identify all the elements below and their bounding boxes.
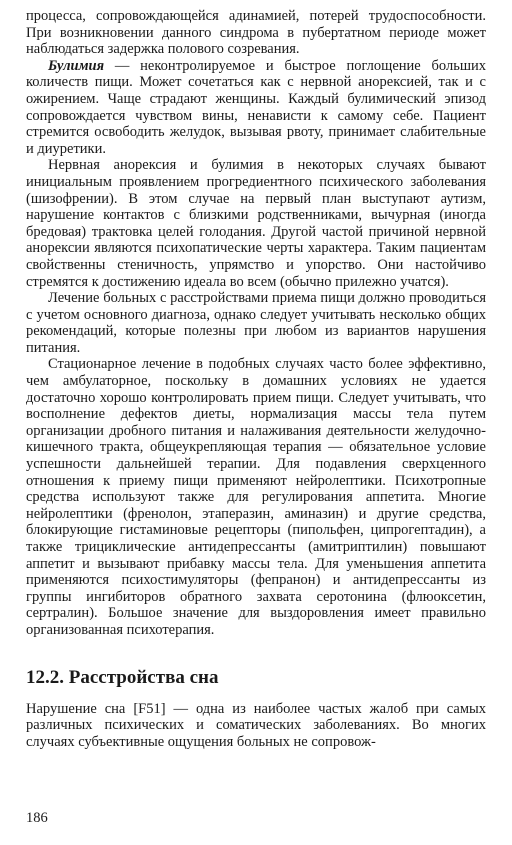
paragraph-inpatient-treatment: Стационарное лечение в подобных случаях часто более эффективно, чем амбулаторное, поскольку в домашних условиях не удается достаточно хорошо контролировать прием пищи. Следует учитывать, что восполнение дефектов диеты, нормализация массы тела путем организации дробного питания и налаживания деятельности желудочно-кишечного тракта, общеукрепляющая терапия — обязательное условие успешности дальнейшей терапии. Для подавления сверхценного отношения к приему пищи применяют нейролептики. Психотропные средства используют также для регулирования аппетита. Многие нейролептики (френолон, этаперазин, аминазин) и другие средства, блокирующие гистаминовые рецепторы (пипольфен, ципрогептадин), а также трициклические антидепрессанты (амитриптилин) повышают аппетит и вызывают прибавку массы тела. Для уменьшения аппетита применяются психостимуляторы (фепранон) и антидепрессанты из группы ингибиторов обратного захвата серотонина (флюоксетин, сертралин). Большое значение для выздоровления имеет правильно организованная психотерапия.	[26, 356, 486, 638]
paragraph-sleep-disorders: Нарушение сна [F51] — одна из наиболее частых жалоб при самых различных психических и соматических заболеваниях. Во многих случаях субъективные ощущения больных не сопровож-	[26, 700, 486, 750]
term-bulimia: Булимия	[48, 57, 105, 74]
section-heading: 12.2. Расстройства сна	[26, 666, 219, 688]
paragraph-anorexia-schizophrenia: Нервная анорексия и булимия в некоторых случаях бывают инициальным проявлением прогредиентного психического заболевания (шизофрении). В этом случае на первый план выступают аутизм, нарушение контактов с близкими родственниками, вычурная (иногда бредовая) трактовка целей голодания. Другой частой причиной нервной анорексии являются психопатические черты характера. Таким пациентам свойственны стеничность, упрямство и упорство. Они настойчиво стремятся к достижению идеала во всем (обычно прилежно учатся).	[26, 157, 486, 290]
paragraph-treatment-intro: Лечение больных с расстройствами приема пищи должно проводиться с учетом основного диагноза, однако следует учитывать несколько общих рекомендаций, которые полезны при любом из вариантов нарушения питания.	[26, 290, 486, 356]
page-number: 186	[26, 810, 48, 826]
paragraph-bulimia	[26, 58, 486, 158]
paragraph-bulimia-text: — неконтролируемое и быстрое поглощение больших количеств пищи. Может сочетаться как с нервной анорексией, так и с ожирением. Чаще страдают женщины. Каждый булимический эпизод сопровождается чувством вины, ненависти к самому себе. Пациент стремится освободить желудок, вызывая рвоту, принимает слабительные и диуретики.	[26, 57, 486, 157]
paragraph-anorexia-continuation: процесса, сопровождающейся адинамией, потерей трудоспособности. При возникновении данного синдрома в пубертатном периоде может наблюдаться задержка полового созревания.	[26, 8, 486, 58]
